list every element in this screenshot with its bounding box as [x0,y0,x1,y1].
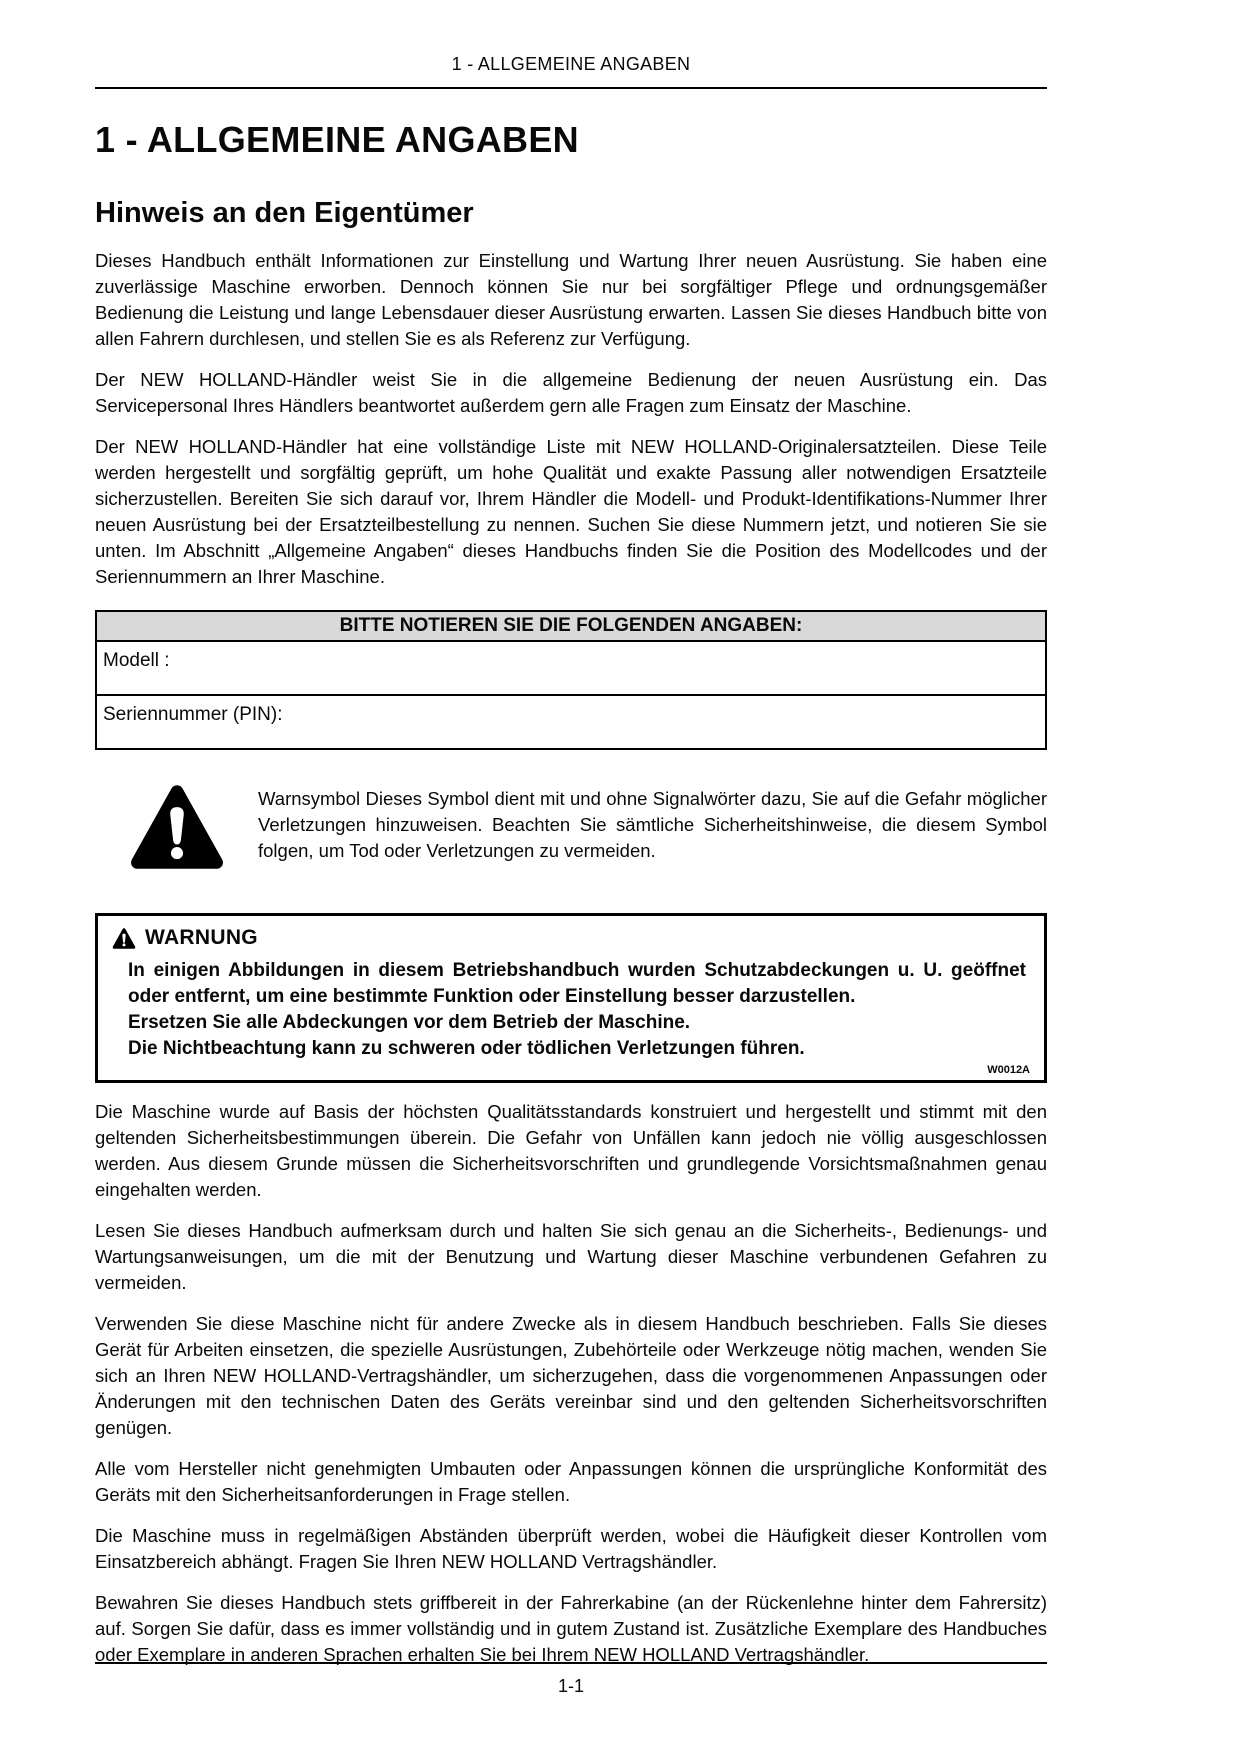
warning-box [95,913,1047,1083]
footer-rule [95,1662,1047,1664]
record-cell-serial: Seriennummer (PIN): [96,695,1046,749]
warning-symbol-note [95,784,1047,875]
intro-paragraph-3: Der NEW HOLLAND-Händler hat eine vollständige Liste mit NEW HOLLAND-Originalersatzteilen. Diese Teile werden hergestellt und sorgfältig geprüft, um hohe Qualität und exakte Passung aller notwendigen Ersatzteile sicherzustellen. Bereiten Sie sich darauf vor, Ihrem Händler die Modell- und Produkt-Identifikations-Nummer Ihrer neuen Ausrüstung bei der Ersatzteilbestellung zu nennen. Suchen Sie diese Nummern jetzt, und notieren Sie sie unten. Im Abschnitt „Allgemeine Angaben“ dieses Handbuchs finden Sie die Position des Modellcodes und der Seriennummern an Ihrer Maschine. [95,436,1047,587]
record-cell-model: Modell : [96,641,1046,695]
record-table [95,610,1047,750]
warning-triangle-icon [95,784,258,875]
body-paragraph-3: Verwenden Sie diese Maschine nicht für andere Zwecke als in diesem Handbuch beschrieben. Falls Sie dieses Gerät für Arbeiten einsetzen, die spezielle Ausrüstungen, Zubehörteile oder Werkzeuge nötig machen, wenden Sie sich an Ihren NEW HOLLAND-Vertragshändler, um sicherzugehen, dass die vorgenommenen Anpassungen oder Änderungen mit den technischen Daten des Geräts vereinbar sind und den geltenden Sicherheitsvorschriften genügen. [95,1313,1047,1438]
body-paragraph-6: Bewahren Sie dieses Handbuch stets griffbereit in der Fahrerkabine (an der Rückenlehne hinter dem Fahrersitz) auf. Sorgen Sie dafür, dass es immer vollständig und in gutem Zustand ist. Zusätzliche Exemplare des Handbuches oder Exemplare in anderen Sprachen erhalten Sie bei Ihrem NEW HOLLAND Vertragshändler. [95,1592,1047,1665]
warning-box-line-1: In einigen Abbildungen in diesem Betriebshandbuch wurden Schutzabdeckungen u. U. geöffnet oder entfernt, um eine bestimmte Funktion oder Einstellung besser darzustellen. [128,960,1026,1007]
chapter-title: 1 - ALLGEMEINE ANGABEN [95,119,579,160]
body-paragraph-4: Alle vom Hersteller nicht genehmigten Umbauten oder Anpassungen können die ursprüngliche Konformität des Geräts mit den Sicherheitsanforderungen in Frage stellen. [95,1458,1047,1505]
body-paragraph-5: Die Maschine muss in regelmäßigen Abständen überprüft werden, wobei die Häufigkeit dieser Kontrollen vom Einsatzbereich abhängt. Fragen Sie Ihren NEW HOLLAND Vertragshändler. [95,1525,1047,1572]
warning-box-triangle-icon [112,928,136,949]
warning-box-line-3: Die Nichtbeachtung kann zu schweren oder tödlichen Verletzungen führen. [128,1038,805,1059]
body-paragraph-1: Die Maschine wurde auf Basis der höchsten Qualitätsstandards konstruiert und hergestellt und stimmt mit den geltenden Sicherheitsbestimmungen überein. Die Gefahr von Unfällen kann jedoch nie völlig ausgeschlossen werden. Aus diesem Grunde müssen die Sicherheitsvorschriften und grundlegende Vorsichtsmaßnahmen genau eingehalten werden. [95,1101,1047,1200]
header-rule [95,87,1047,89]
warning-box-body [128,958,1026,1062]
warning-symbol-text: Warnsymbol Dieses Symbol dient mit und ohne Signalwörter dazu, Sie auf die Gefahr möglicher Verletzungen hinzuweisen. Beachten Sie sämtliche Sicherheitshinweise, die diesem Symbol folgen, um Tod oder Verletzungen zu vermeiden. [258,788,1047,861]
warning-box-title-row [112,926,1030,950]
record-table-header-row [96,611,1046,641]
record-row-model [96,641,1046,695]
intro-paragraph-1: Dieses Handbuch enthält Informationen zur Einstellung und Wartung Ihrer neuen Ausrüstung. Sie haben eine zuverlässige Maschine erworben. Dennoch können Sie nur bei sorgfältiger Pflege und ordnungsgemäßer Bedienung die Leistung und lange Lebensdauer dieser Ausrüstung erwarten. Lassen Sie dieses Handbuch bitte von allen Fahrern durchlesen, und stellen Sie es als Referenz zur Verfügung. [95,250,1047,349]
warning-box-title: WARNUNG [145,926,258,949]
record-table-header: BITTE NOTIEREN SIE DIE FOLGENDEN ANGABEN: [96,611,1046,641]
warning-box-reference-code: W0012A [987,1064,1030,1076]
intro-paragraph-2: Der NEW HOLLAND-Händler weist Sie in die allgemeine Bedienung der neuen Ausrüstung ein. Das Servicepersonal Ihres Händlers beantwortet außerdem gern alle Fragen zum Einsatz der Maschine. [95,369,1047,416]
running-header: 1 - ALLGEMEINE ANGABEN [451,54,691,74]
warning-box-line-2: Ersetzen Sie alle Abdeckungen vor dem Betrieb der Maschine. [128,1012,691,1033]
body-paragraph-2: Lesen Sie dieses Handbuch aufmerksam durch und halten Sie sich genau an die Sicherheits-, Bedienungs- und Wartungsanweisungen, um die mit der Benutzung und Wartung dieser Maschine verbundenen Gefahren zu vermeiden. [95,1220,1047,1293]
body-section [95,1099,1047,1668]
record-row-serial [96,695,1046,749]
section-heading: Hinweis an den Eigentümer [95,197,474,229]
page-footer [95,1662,1047,1697]
page-content [95,0,1047,1668]
page-number: 1-1 [557,1676,584,1696]
